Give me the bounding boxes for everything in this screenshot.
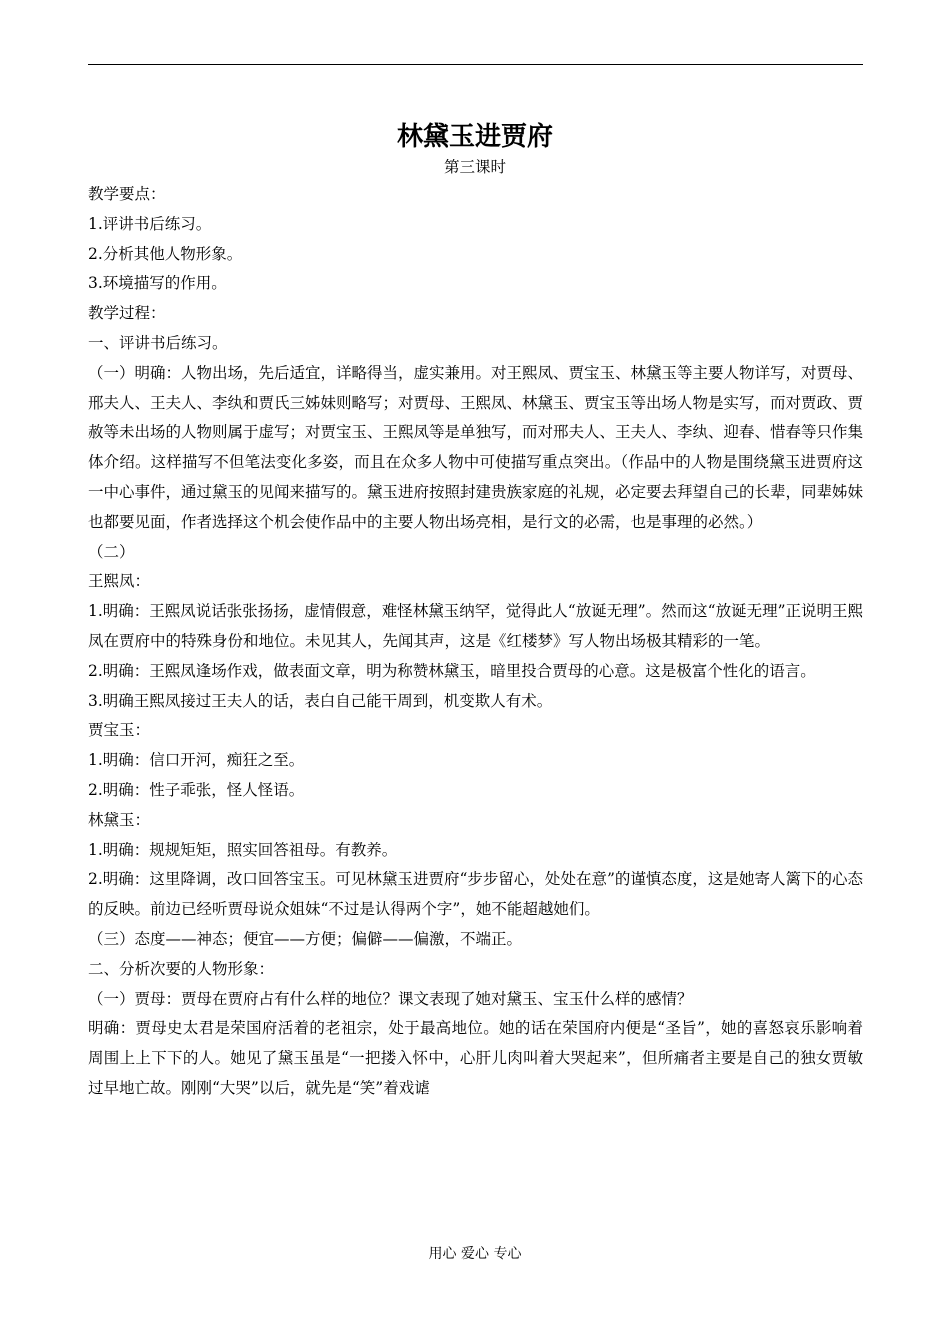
paragraph: 1.评讲书后练习。 — [88, 214, 212, 233]
paragraph: 林黛玉： — [88, 810, 151, 829]
paragraph: 二、分析次要的人物形象： — [88, 959, 275, 978]
document-subtitle: 第三课时 — [443, 158, 506, 176]
paragraph: 贾宝玉： — [88, 721, 151, 740]
paragraph: 1.明确：王熙凤说话张张扬扬，虚情假意，难怪林黛玉纳罕，觉得此人“放诞无理”。然而这“放诞无理”正说明王熙凤在贾府中的特殊身份和地位。未见其人，先闻其声，这是《红楼梦》写人物出场极其精彩的一笔。 — [88, 602, 863, 650]
paragraph: （二） — [88, 542, 135, 561]
paragraph: 1.明确：信口开河，痴狂之至。 — [88, 751, 305, 770]
paragraph: 明确：贾母史太君是荣国府活着的老祖宗，处于最高地位。她的话在荣国府内便是“圣旨”，她的喜怒哀乐影响着周围上上下下的人。她见了黛玉虽是“一把搂入怀中，心肝儿肉叫着大哭起来”，但所痛者主要是自己的独女贾敏过早地亡故。刚刚“大哭”以后，就先是“笑”着戏谑 — [88, 1019, 863, 1097]
paragraph: 2.分析其他人物形象。 — [88, 244, 243, 263]
paragraph: （三）态度——神态；便宜——方便；偏僻——偏激，不端正。 — [88, 929, 523, 948]
paragraph: 3.明确王熙凤接过王夫人的话，表白自己能干周到，机变欺人有术。 — [88, 691, 553, 710]
paragraph: 教学过程： — [88, 304, 166, 323]
paragraph: 教学要点： — [88, 185, 166, 203]
paragraph: （一）明确：人物出场，先后适宜，详略得当，虚实兼用。对王熙凤、贾宝玉、林黛玉等主要人物详写，对贾母、邢夫人、王夫人、李纨和贾氏三姊妹则略写；对贾母、王熙凤、林黛玉、贾宝玉等出场人物是实写，而对贾政、贾赦等未出场的人物则属于虚写；对贾宝玉、王熙凤等是单独写，而对邢夫人、王夫人、李纨、迎春、惜春等只作集体介绍。这样描写不但笔法变化多姿，而且在众多人物中可使描写重点突出。（作品中的人物是围绕黛玉进贾府这一中心事件，通过黛玉的见闻来描写的。黛玉进府按照封建贵族家庭的礼规，必定要去拜望自己的长辈，同辈姊妹也都要见面，作者选择这个机会使作品中的主要人物出场亮相，是行文的必需，也是事理的必然。） — [88, 363, 864, 531]
paragraph: 一、评讲书后练习。 — [88, 333, 228, 352]
page-footer: 用心 爱心 专心 — [428, 1246, 522, 1262]
paragraph: 王熙凤： — [88, 572, 151, 591]
paragraph: 2.明确：这里降调，改口回答宝玉。可见林黛玉进贾府“步步留心，处处在意”的谨慎态度，这是她寄人篱下的心态的反映。前边已经听贾母说众姐妹“不过是认得两个字”，她不能超越她们。 — [88, 870, 863, 919]
paragraph: 2.明确：王熙凤逢场作戏，做表面文章，明为称赞林黛玉，暗里投合贾母的心意。这是极富个性化的语言。 — [88, 661, 816, 680]
paragraph: （一）贾母：贾母在贾府占有什么样的地位？课文表现了她对黛玉、宝玉什么样的感情？ — [88, 989, 693, 1008]
paragraph: 2.明确：性子乖张，怪人怪语。 — [88, 780, 305, 799]
document-body — [88, 180, 863, 1104]
paragraph: 1.明确：规规矩矩，照实回答祖母。有教养。 — [88, 840, 398, 859]
header-rule — [88, 64, 863, 65]
paragraph: 3.环境描写的作用。 — [88, 274, 227, 293]
document-title: 林黛玉进贾府 — [396, 122, 553, 152]
